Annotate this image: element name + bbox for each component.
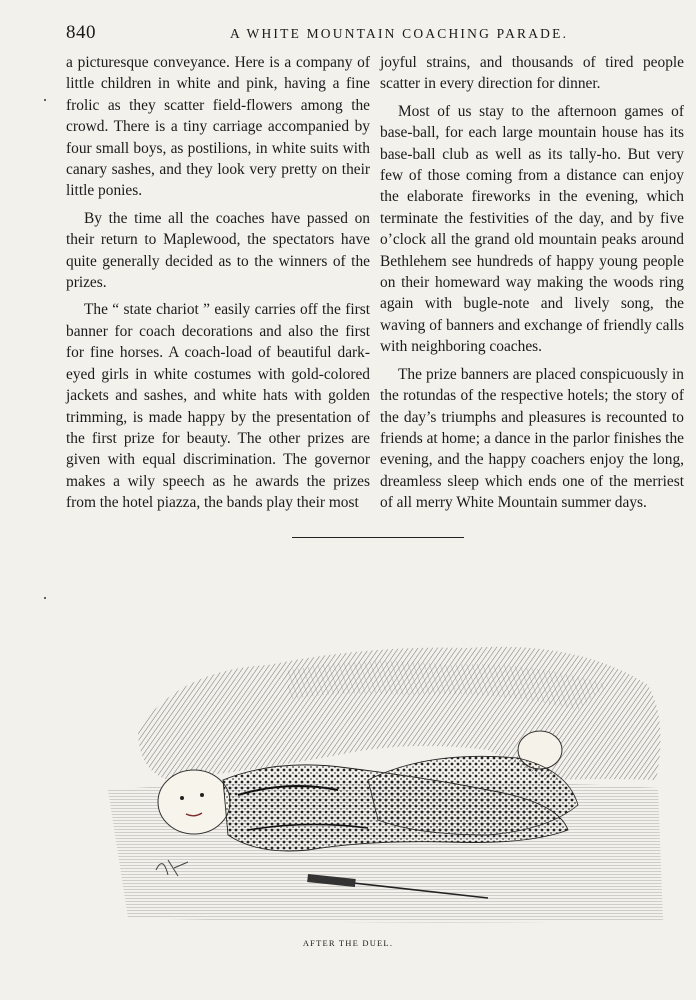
section-divider (292, 537, 464, 538)
left-column (66, 52, 370, 514)
margin-mark (44, 99, 46, 101)
right-column (380, 52, 684, 514)
running-title: A WHITE MOUNTAIN COACHING PARADE. (230, 26, 569, 41)
paragraph: The “ state chariot ” easily carries off the first banner for coach decorations and also the first for fine horses. A coach-load of beautiful dark-eyed girls in white costumes with gold-colored jackets and sashes, and white hats with golden trimming, is made happy by the presentation of the first prize for beauty. The other prizes are given with equal discrimination. The governor makes a wily speech as he awards the prizes from the hotel piazza, the bands play their most (66, 301, 370, 512)
paragraph: The prize banners are placed conspicuously in the rotundas of the respective hotels; the story of the day’s triumphs and pleasures is recounted to friends at home; a dance in the parlor finishes the evening, and the happy coachers enjoy the long, dreamless sleep which ends one of the merriest of all merry White Mountain summer days. (380, 365, 684, 512)
paragraph: a picturesque conveyance. Here is a company of little children in white and pink, having a fine frolic as they scatter field-flowers among the crowd. There is a tiny carriage accompanied by four small boys, as postilions, in white suits with canary sashes, and they look very pretty on their little ponies. (66, 54, 370, 200)
paragraph: joyful strains, and thousands of tired people scatter in every direction for dinner. (380, 54, 684, 93)
page-number: 840 (66, 22, 96, 43)
paragraph: Most of us stay to the afternoon games of base-ball, for each large mountain house has its base-ball club as well as its tally-ho. But very few of those coming from a distance can enjoy the elaborate fireworks in the evening, which terminate the festivities of the day, and by five o’clock all the grand old mountain peaks around Bethlehem see hundreds of happy young people on their homeward way making the woods ring again with bugle-note and lively song, the waving of banners and exchange of friendly calls with neighboring coaches. (380, 102, 684, 356)
paragraph: By the time all the coaches have passed on their return to Maplewood, the spectators have quite generally decided as to the winners of the prizes. (66, 209, 370, 292)
illustration-after-the-duel (108, 630, 668, 930)
margin-mark (44, 597, 46, 599)
illustration-caption: AFTER THE DUEL. (302, 938, 394, 948)
doll-head-left (158, 770, 230, 834)
page-header (66, 22, 676, 46)
